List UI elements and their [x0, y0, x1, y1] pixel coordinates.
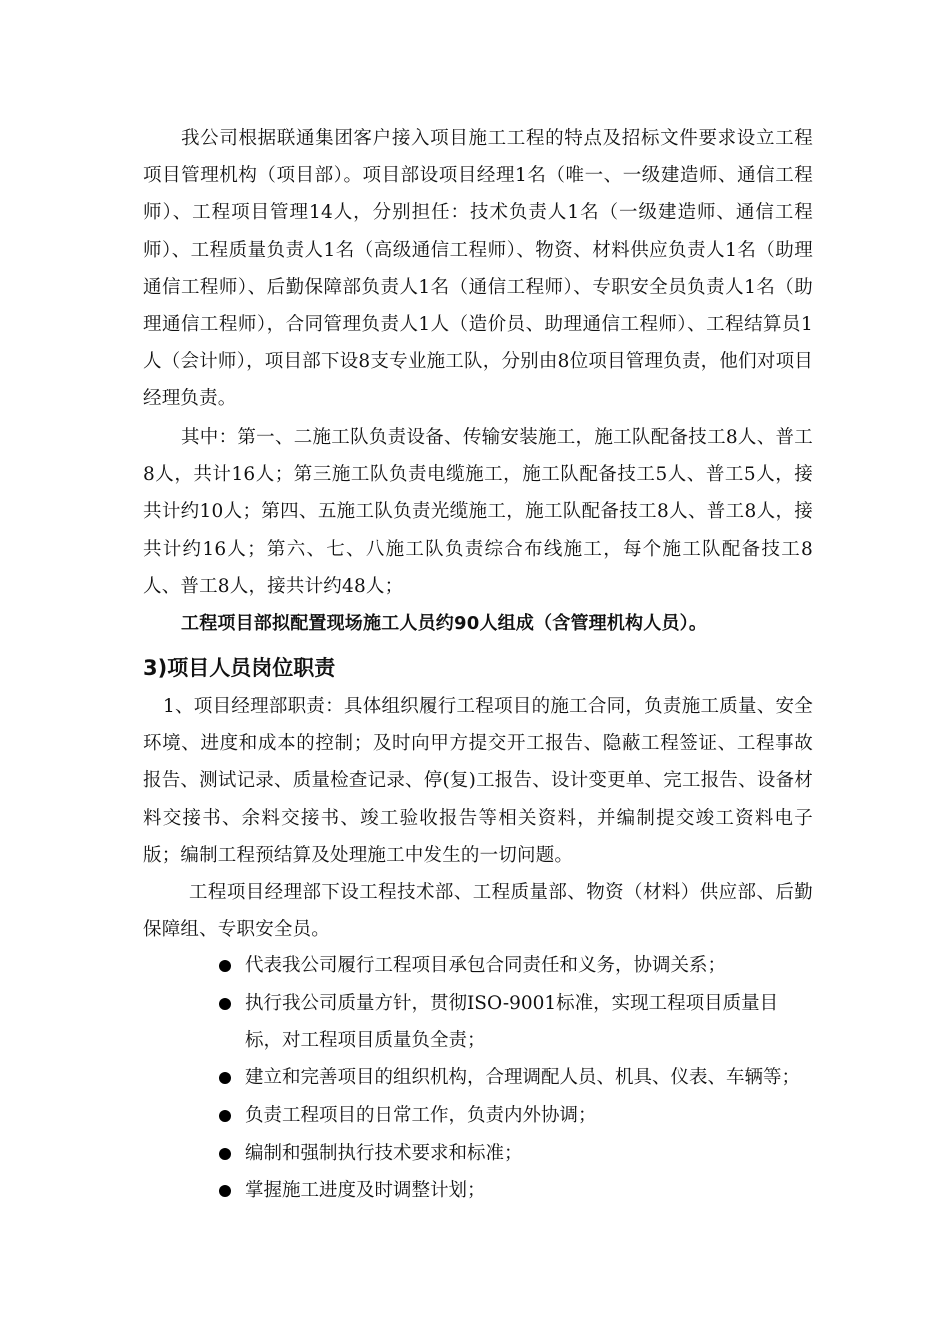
bullet-dot-icon	[219, 1110, 231, 1122]
list-item	[215, 1135, 815, 1172]
list-item-text: 建立和完善项目的组织机构，合理调配人员、机具、仪表、车辆等；	[245, 1067, 801, 1089]
list-item	[215, 1172, 815, 1209]
duty-bullet-list	[215, 947, 815, 1210]
list-item	[215, 1097, 815, 1134]
list-item	[215, 985, 815, 1059]
bullet-dot-icon	[219, 960, 231, 972]
list-item-text: 执行我公司质量方针，贯彻ISO-9001标准，实现工程项目质量目标，对工程项目质量负全责；	[245, 992, 779, 1051]
list-item	[215, 1059, 815, 1096]
paragraph-construction-teams: 其中：第一、二施工队负责设备、传输安装施工，施工队配备技工8人、普工8人，共计16人；第三施工队负责电缆施工，施工队配备技工5人、普工5人，接共计约10人；第四、五施工队负责光缆施工，施工队配备技工8人、普工8人，接共计约16人；第六、七、八施工队负责综合布线施工，每个施工队配备技工8人、普工8人，接共计约48人；	[143, 427, 813, 597]
list-item-text: 掌握施工进度及时调整计划；	[245, 1180, 486, 1202]
list-item-text: 编制和强制执行技术要求和标准；	[245, 1142, 523, 1164]
list-item	[215, 947, 815, 984]
paragraph-departments: 工程项目经理部下设工程技术部、工程质量部、物资（材料）供应部、后勤保障组、专职安全员。	[143, 882, 813, 941]
section-heading: 3)项目人员岗位职责	[143, 656, 336, 680]
paragraph-manager-duties: 1、项目经理部职责：具体组织履行工程项目的施工合同，负责施工质量、安全环境、进度和成本的控制；及时向甲方提交开工报告、隐蔽工程签证、工程事故报告、测试记录、质量检查记录、停(复)工报告、设计变更单、完工报告、设备材料交接书、余料交接书、竣工验收报告等相关资料，并编制提交竣工资料电子版；编制工程预结算及处理施工中发生的一切问题。	[143, 696, 813, 866]
bullet-dot-icon	[219, 1185, 231, 1197]
bullet-dot-icon	[219, 1148, 231, 1160]
paragraph-project-organization: 我公司根据联通集团客户接入项目施工工程的特点及招标文件要求设立工程项目管理机构（项目部）。项目部设项目经理1名（唯一、一级建造师、通信工程师）、工程项目管理14人，分别担任：技术负责人1名（一级建造师、通信工程师）、工程质量负责人1名（高级通信工程师）、物资、材料供应负责人1名（助理通信工程师）、后勤保障部负责人1名（通信工程师）、专职安全员负责人1名（助理通信工程师），合同管理负责人1人（造价员、助理通信工程师）、工程结算员1人（会计师），项目部下设8支专业施工队，分别由8位项目管理负责，他们对项目经理负责。	[143, 128, 813, 410]
bullet-dot-icon	[219, 1072, 231, 1084]
list-item-text: 代表我公司履行工程项目承包合同责任和义务，协调关系；	[245, 955, 727, 976]
list-item-text: 负责工程项目的日常工作，负责内外协调；	[245, 1104, 597, 1126]
paragraph-staff-total: 工程项目部拟配置现场施工人员约90人组成（含管理机构人员）。	[181, 613, 708, 634]
bullet-dot-icon	[219, 998, 231, 1010]
